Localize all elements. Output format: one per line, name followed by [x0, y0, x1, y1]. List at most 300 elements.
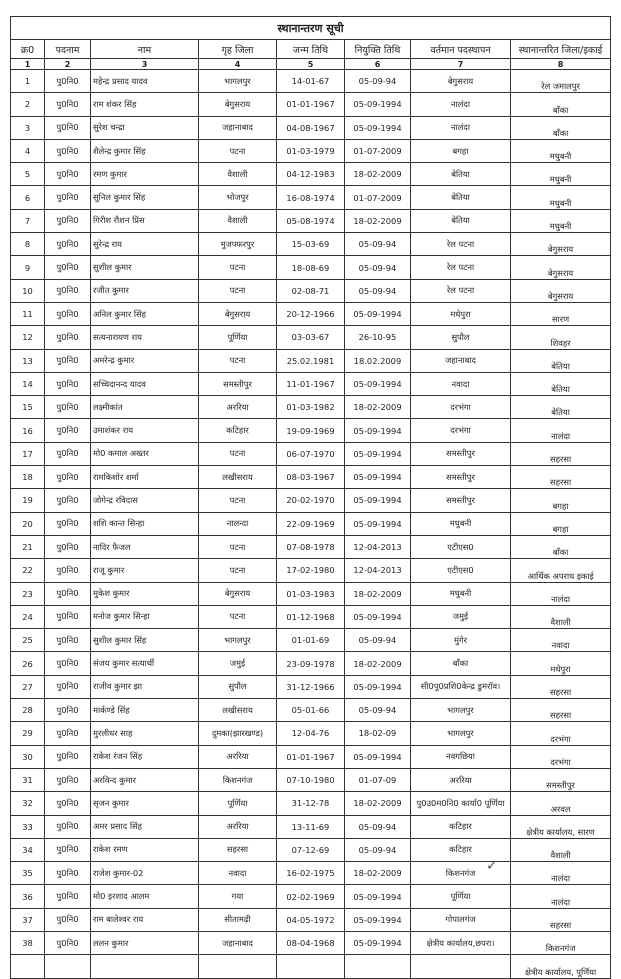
header-transfer-unit: स्थानान्तरित जिला/इकाई: [511, 40, 611, 59]
cell-name: मुरलीधर साह: [91, 722, 199, 745]
cell-home-district: बेगुसराय: [199, 302, 277, 325]
cell-appointment-date: 05-09-1994: [345, 675, 411, 698]
cell-post: पु0नि0: [45, 605, 91, 628]
cell-dob: 19-09-1969: [277, 419, 345, 442]
cell-current-posting: नवगछिया: [411, 745, 511, 768]
cell-sn: 31: [11, 768, 45, 791]
cell-current-posting: रेल पटना: [411, 233, 511, 256]
table-row: [11, 815, 611, 838]
cell-dob: 08-03-1967: [277, 466, 345, 489]
cell-sn: 27: [11, 675, 45, 698]
table-row: [11, 70, 611, 93]
cell-transfer-unit: वैशाली: [511, 605, 611, 628]
cell-current-posting: समस्तीपुर: [411, 466, 511, 489]
cell-transfer-unit: बेतिया: [511, 396, 611, 419]
cell-name: राम शंकर सिंह: [91, 93, 199, 116]
cell-post: पु0नि0: [45, 792, 91, 815]
table-row: [11, 699, 611, 722]
cell-dob: 31-12-78: [277, 792, 345, 815]
cell-appointment-date: 18-02-2009: [345, 396, 411, 419]
cell-post: पु0नि0: [45, 629, 91, 652]
cell-dob: 13-11-69: [277, 815, 345, 838]
cell-current-posting: सुपौल: [411, 326, 511, 349]
cell-home-district: पटना: [199, 256, 277, 279]
cell-post: पु0नि0: [45, 70, 91, 93]
cell-home-district: बेगुसराय: [199, 582, 277, 605]
cell-current-posting: मुंगेर: [411, 629, 511, 652]
cell-current-posting: कटिहार: [411, 838, 511, 861]
cell-name: मुकेश कुमार: [91, 582, 199, 605]
cell-home-district: भोजपुर: [199, 186, 277, 209]
cell-current-posting: अररिया: [411, 768, 511, 791]
table-row: [11, 675, 611, 698]
table-row: [11, 372, 611, 395]
cell-sn: 33: [11, 815, 45, 838]
cell-transfer-unit: बेगुसराय: [511, 233, 611, 256]
table-row: [11, 745, 611, 768]
cell-sn: 26: [11, 652, 45, 675]
cell-appointment-date: 12-04-2013: [345, 559, 411, 582]
cell-current-posting: रेल पटना: [411, 256, 511, 279]
cell-current-posting: बाँका: [411, 652, 511, 675]
cell-transfer-unit: सहरसा: [511, 675, 611, 698]
column-number-row: [11, 59, 611, 70]
cell-dob: 02-08-71: [277, 279, 345, 302]
column-number: 8: [511, 59, 611, 70]
cell-transfer-unit: सारण: [511, 302, 611, 325]
cell-sn: 34: [11, 838, 45, 861]
cell-sn: 16: [11, 419, 45, 442]
cell-dob: 14-01-67: [277, 70, 345, 93]
cell-post: पु0नि0: [45, 512, 91, 535]
cell-dob: 11-01-1967: [277, 372, 345, 395]
cell-current-posting: एटीएस0: [411, 559, 511, 582]
cell-current-posting: मधेपुरा: [411, 302, 511, 325]
cell-home-district: नवादा: [199, 862, 277, 885]
cell-transfer-unit: मधुबनी: [511, 163, 611, 186]
cell-name: लक्ष्मीकांत: [91, 396, 199, 419]
cell-dob: 01-12-1968: [277, 605, 345, 628]
cell-dob: 17-02-1980: [277, 559, 345, 582]
cell-home-district: पटना: [199, 489, 277, 512]
cell-transfer-unit: मधुबनी: [511, 209, 611, 232]
cell-dob: 04-12-1983: [277, 163, 345, 186]
cell-appointment-date: 05-09-1994: [345, 302, 411, 325]
column-number: 3: [91, 59, 199, 70]
cell-post: पु0नि0: [45, 722, 91, 745]
cell-dob: 04-08-1967: [277, 116, 345, 139]
header-post: पदनाम: [45, 40, 91, 59]
column-number: 7: [411, 59, 511, 70]
cell-current-posting: भागलपुर: [411, 699, 511, 722]
cell-name: राकेश रमण: [91, 838, 199, 861]
cell-current-posting: कटिहार: [411, 815, 511, 838]
cell-current-posting: नवादा: [411, 372, 511, 395]
cell-home-district: पूर्णिया: [199, 792, 277, 815]
cell-sn: 28: [11, 699, 45, 722]
cell-post: पु0नि0: [45, 326, 91, 349]
cell-post: पु0नि0: [45, 838, 91, 861]
cell-post: पु0नि0: [45, 768, 91, 791]
cell-name: मार्कण्डे सिंह: [91, 699, 199, 722]
cell-post: पु0नि0: [45, 116, 91, 139]
cell-transfer-unit: मधेपुरा: [511, 652, 611, 675]
cell-appointment-date: 26-10-95: [345, 326, 411, 349]
cell-post: पु0नि0: [45, 489, 91, 512]
cell-home-district: अररिया: [199, 815, 277, 838]
cell-post: पु0नि0: [45, 931, 91, 954]
cell-name: अमरेन्द्र कुमार: [91, 349, 199, 372]
cell-name: सुरेन्द्र राय: [91, 233, 199, 256]
cell-post: पु0नि0: [45, 535, 91, 558]
cell-name: महेन्द्र प्रसाद यादव: [91, 70, 199, 93]
cell-post: पु0नि0: [45, 279, 91, 302]
column-number: 5: [277, 59, 345, 70]
cell-name: राजीव कुमार झा: [91, 675, 199, 698]
cell-transfer-unit: सहरसा: [511, 442, 611, 465]
cell-home-district: दुमका(झारखण्ड): [199, 722, 277, 745]
header-sn: क्र0: [11, 40, 45, 59]
cell-current-posting: रेल पटना: [411, 279, 511, 302]
cell-post: पु0नि0: [45, 419, 91, 442]
cell-home-district: सीतामढ़ी: [199, 908, 277, 931]
cell-transfer-unit: नालंदा: [511, 862, 611, 885]
cell-sn: 3: [11, 116, 45, 139]
cell-post: पु0नि0: [45, 908, 91, 931]
cell-sn: 7: [11, 209, 45, 232]
cell-appointment-date: 05-09-1994: [345, 372, 411, 395]
cell-appointment-date: 05-09-94: [345, 838, 411, 861]
cell-appointment-date: 18-02-2009: [345, 862, 411, 885]
cell-appointment-date: 05-09-94: [345, 279, 411, 302]
cell-dob: 16-08-1974: [277, 186, 345, 209]
cell-transfer-unit: नालंदा: [511, 419, 611, 442]
cell-name: सत्यनारायण राय: [91, 326, 199, 349]
cell-post: पु0नि0: [45, 163, 91, 186]
cell-current-posting: बेतिया: [411, 209, 511, 232]
table-row: [11, 931, 611, 954]
cell-appointment-date: 05-09-1994: [345, 931, 411, 954]
cell-name: अनिल कुमार सिंह: [91, 302, 199, 325]
cell-current-posting: सी0पु0प्रशि0केन्द्र डुमरॉव।: [411, 675, 511, 698]
cell-name: सुशील कुमार सिंह: [91, 629, 199, 652]
cell-current-posting: समस्तीपुर: [411, 442, 511, 465]
cell-home-district: बेगुसराय: [199, 93, 277, 116]
table-row: [11, 885, 611, 908]
cell-sn: 21: [11, 535, 45, 558]
cell-current-posting: मधुबनी: [411, 512, 511, 535]
cell-home-district: किशनगंज: [199, 768, 277, 791]
cell-post: पु0नि0: [45, 885, 91, 908]
cell-name: नादिर फैजल: [91, 535, 199, 558]
cell-sn: 35: [11, 862, 45, 885]
cell-dob: 04-05-1972: [277, 908, 345, 931]
cell-name: सच्चिदानन्द यादव: [91, 372, 199, 395]
cell-sn: 23: [11, 582, 45, 605]
cell-post: पु0नि0: [45, 675, 91, 698]
cell-name: [91, 955, 199, 978]
transfer-list-sheet: [10, 16, 610, 979]
cell-post: पु0नि0: [45, 139, 91, 162]
cell-dob: 16-02-1975: [277, 862, 345, 885]
cell-appointment-date: [345, 955, 411, 978]
cell-home-district: लखीसराय: [199, 699, 277, 722]
cell-transfer-unit: बाँका: [511, 535, 611, 558]
table-row: [11, 256, 611, 279]
table-row: [11, 419, 611, 442]
cell-home-district: वैशाली: [199, 209, 277, 232]
table-row: [11, 186, 611, 209]
table-row: [11, 93, 611, 116]
cell-transfer-unit: शिवहर: [511, 326, 611, 349]
cell-home-district: भागलपुर: [199, 629, 277, 652]
cell-sn: 18: [11, 466, 45, 489]
cell-current-posting: बेगुसराय: [411, 70, 511, 93]
cell-home-district: पूर्णिया: [199, 326, 277, 349]
cell-name: सुरेश चन्द्रा: [91, 116, 199, 139]
table-row: [11, 559, 611, 582]
cell-transfer-unit: दरभंगा: [511, 745, 611, 768]
cell-current-posting: नालंदा: [411, 116, 511, 139]
cell-name: रजीत कुमार: [91, 279, 199, 302]
cell-current-posting: समस्तीपुर: [411, 489, 511, 512]
column-number: 6: [345, 59, 411, 70]
cell-post: पु0नि0: [45, 186, 91, 209]
cell-appointment-date: 18-02-2009: [345, 652, 411, 675]
cell-post: पु0नि0: [45, 559, 91, 582]
header-dob: जन्म तिथि: [277, 40, 345, 59]
cell-transfer-unit: सहरसा: [511, 699, 611, 722]
cell-dob: 23-09-1978: [277, 652, 345, 675]
cell-home-district: सहरसा: [199, 838, 277, 861]
cell-home-district: पटना: [199, 559, 277, 582]
cell-name: राजू कुमार: [91, 559, 199, 582]
cell-current-posting: जमुई: [411, 605, 511, 628]
cell-home-district: लखीसराय: [199, 466, 277, 489]
cell-transfer-unit: समस्तीपुर: [511, 768, 611, 791]
cell-transfer-unit: किशनगंज: [511, 931, 611, 954]
cell-dob: 02-02-1969: [277, 885, 345, 908]
cell-transfer-unit: दरभंगा: [511, 722, 611, 745]
cell-name: मो0 कमाल अख्तर: [91, 442, 199, 465]
cell-home-district: पटना: [199, 442, 277, 465]
cell-appointment-date: 05-09-1994: [345, 745, 411, 768]
cell-sn: 4: [11, 139, 45, 162]
table-row: [11, 349, 611, 372]
header-home-district: गृह जिला: [199, 40, 277, 59]
cell-post: पु0नि0: [45, 442, 91, 465]
cell-sn: 22: [11, 559, 45, 582]
cell-name: उमाशंकर राय: [91, 419, 199, 442]
cell-name: संजय कुमार सत्यार्थी: [91, 652, 199, 675]
cell-sn: 24: [11, 605, 45, 628]
table-row: [11, 768, 611, 791]
cell-current-posting: बेतिया: [411, 163, 511, 186]
cell-transfer-unit: बेतिया: [511, 372, 611, 395]
cell-appointment-date: 01-07-2009: [345, 186, 411, 209]
cell-post: पु0नि0: [45, 745, 91, 768]
table-row: [11, 233, 611, 256]
cell-name: ललन कुमार: [91, 931, 199, 954]
table-row: [11, 442, 611, 465]
table-row: [11, 396, 611, 419]
cell-post: पु0नि0: [45, 302, 91, 325]
cell-sn: 25: [11, 629, 45, 652]
cell-name: राम बालेश्वर राय: [91, 908, 199, 931]
column-number: 4: [199, 59, 277, 70]
cell-appointment-date: 05-09-94: [345, 629, 411, 652]
cell-post: पु0नि0: [45, 652, 91, 675]
cell-transfer-unit: क्षेत्रीय कार्यालय, पूर्णिया: [511, 955, 611, 978]
cell-name: अरविन्द कुमार: [91, 768, 199, 791]
cell-post: पु0नि0: [45, 256, 91, 279]
cell-sn: 32: [11, 792, 45, 815]
table-row: [11, 326, 611, 349]
cell-home-district: अररिया: [199, 745, 277, 768]
cell-current-posting: पु0उ0म0नि0 कार्या0 पूर्णिया: [411, 792, 511, 815]
cell-name: सुशील कुमार: [91, 256, 199, 279]
cell-appointment-date: 18.02.2009: [345, 349, 411, 372]
cell-transfer-unit: नवादा: [511, 629, 611, 652]
cell-dob: 01-03-1979: [277, 139, 345, 162]
table-row: [11, 163, 611, 186]
cell-home-district: भागलपुर: [199, 70, 277, 93]
cell-post: पु0नि0: [45, 815, 91, 838]
cell-dob: 01-01-69: [277, 629, 345, 652]
cell-transfer-unit: बाँका: [511, 116, 611, 139]
cell-transfer-unit: बगहा: [511, 489, 611, 512]
cell-appointment-date: 05-09-1994: [345, 442, 411, 465]
cell-sn: 36: [11, 885, 45, 908]
cell-appointment-date: 18-02-09: [345, 722, 411, 745]
cell-appointment-date: 05-09-1994: [345, 512, 411, 535]
cell-appointment-date: 05-09-94: [345, 256, 411, 279]
cell-dob: 01-01-1967: [277, 745, 345, 768]
table-row: [11, 535, 611, 558]
title-row: [11, 17, 611, 40]
cell-sn: 11: [11, 302, 45, 325]
cell-name: सुनिल कुमार सिंह: [91, 186, 199, 209]
cell-appointment-date: 05-09-1994: [345, 466, 411, 489]
table-row: [11, 466, 611, 489]
cell-name: शैलेन्द्र कुमार सिंह: [91, 139, 199, 162]
cell-post: [45, 955, 91, 978]
cell-sn: 12: [11, 326, 45, 349]
cell-transfer-unit: आर्थिक अपराध इकाई: [511, 559, 611, 582]
cell-transfer-unit: क्षेत्रीय कार्यालय, सारण: [511, 815, 611, 838]
cell-dob: 07-12-69: [277, 838, 345, 861]
cell-sn: 38: [11, 931, 45, 954]
cell-transfer-unit: रेल जमालपुर: [511, 70, 611, 93]
cell-sn: 9: [11, 256, 45, 279]
cell-appointment-date: 05-09-94: [345, 70, 411, 93]
cell-current-posting: [411, 955, 511, 978]
cell-transfer-unit: बेगुसराय: [511, 256, 611, 279]
cell-transfer-unit: वैशाली: [511, 838, 611, 861]
cell-dob: 15-03-69: [277, 233, 345, 256]
cell-current-posting: दरभंगा: [411, 419, 511, 442]
cell-sn: 10: [11, 279, 45, 302]
cell-home-district: गया: [199, 885, 277, 908]
cell-home-district: पटना: [199, 605, 277, 628]
cell-appointment-date: 05-09-94: [345, 815, 411, 838]
cell-appointment-date: 05-09-94: [345, 699, 411, 722]
cell-current-posting: किशनगंज: [411, 862, 511, 885]
table-row: [11, 629, 611, 652]
table-row: [11, 279, 611, 302]
cell-name: राजेश कुमार-02: [91, 862, 199, 885]
header-current-posting: वर्तमान पदस्थापन: [411, 40, 511, 59]
cell-dob: [277, 955, 345, 978]
cell-transfer-unit: बेतिया: [511, 349, 611, 372]
cell-transfer-unit: बगहा: [511, 512, 611, 535]
cell-appointment-date: 05-09-1994: [345, 93, 411, 116]
cell-current-posting: क्षेत्रीय कार्यालय,छपरा।: [411, 931, 511, 954]
cell-dob: 03-03-67: [277, 326, 345, 349]
cell-sn: 5: [11, 163, 45, 186]
cell-transfer-unit: मधुबनी: [511, 139, 611, 162]
table-row: [11, 209, 611, 232]
cell-dob: 18-08-69: [277, 256, 345, 279]
cell-post: पु0नि0: [45, 93, 91, 116]
document-title: स्थानान्तरण सूची: [11, 17, 611, 40]
cell-dob: 06-07-1970: [277, 442, 345, 465]
cell-sn: [11, 955, 45, 978]
cell-home-district: कटिहार: [199, 419, 277, 442]
header-name: नाम: [91, 40, 199, 59]
cell-home-district: समस्तीपुर: [199, 372, 277, 395]
table-row: [11, 652, 611, 675]
cell-dob: 07-10-1980: [277, 768, 345, 791]
cell-sn: 6: [11, 186, 45, 209]
cell-sn: 19: [11, 489, 45, 512]
table-row: [11, 955, 611, 978]
cell-appointment-date: 05-09-94: [345, 233, 411, 256]
cell-name: जोगेन्द्र रविदास: [91, 489, 199, 512]
cell-home-district: पटना: [199, 139, 277, 162]
cell-post: पु0नि0: [45, 349, 91, 372]
cell-appointment-date: 05-09-1994: [345, 605, 411, 628]
cell-sn: 14: [11, 372, 45, 395]
cell-home-district: जमुई: [199, 652, 277, 675]
cell-appointment-date: 05-09-1994: [345, 489, 411, 512]
cell-sn: 17: [11, 442, 45, 465]
table-row: [11, 489, 611, 512]
cell-current-posting: गोपालगंज: [411, 908, 511, 931]
cell-current-posting: जहानाबाद: [411, 349, 511, 372]
cell-dob: 01-01-1967: [277, 93, 345, 116]
cell-post: पु0नि0: [45, 209, 91, 232]
cell-post: पु0नि0: [45, 466, 91, 489]
cell-sn: 30: [11, 745, 45, 768]
transfer-list-table: [10, 16, 611, 979]
cell-appointment-date: 18-02-2009: [345, 582, 411, 605]
cell-dob: 25.02.1981: [277, 349, 345, 372]
table-row: [11, 139, 611, 162]
cell-dob: 20-02-1970: [277, 489, 345, 512]
cell-post: पु0नि0: [45, 582, 91, 605]
cell-post: पु0नि0: [45, 862, 91, 885]
cell-appointment-date: 18-02-2009: [345, 163, 411, 186]
cell-home-district: नालन्दा: [199, 512, 277, 535]
cell-sn: 37: [11, 908, 45, 931]
cell-sn: 29: [11, 722, 45, 745]
cell-current-posting: भागलपुर: [411, 722, 511, 745]
cell-appointment-date: 01-07-09: [345, 768, 411, 791]
cell-home-district: अररिया: [199, 396, 277, 419]
table-row: [11, 605, 611, 628]
cell-current-posting: मधुबनी: [411, 582, 511, 605]
